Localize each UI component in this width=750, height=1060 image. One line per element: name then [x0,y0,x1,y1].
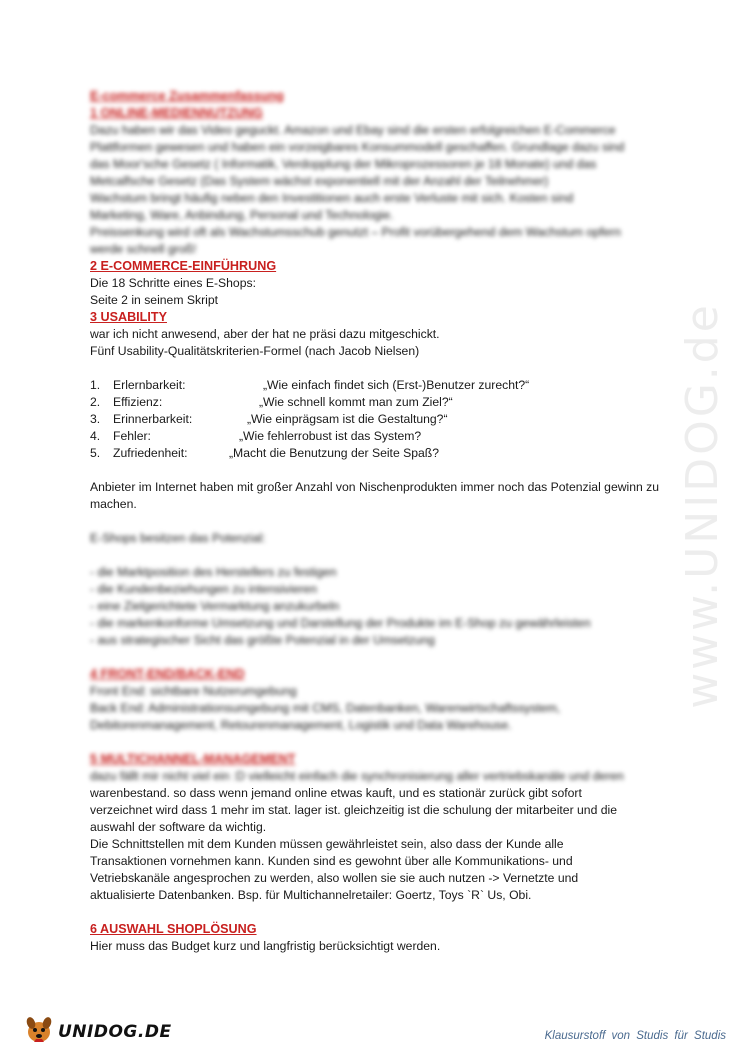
list-item: - die markenkonforme Umsetzung und Darstellung der Produkte im E-Shop zu gewährleisten [90,616,591,630]
document-title: E-commerce Zusammenfassung [90,89,284,103]
section-4-body [90,683,670,734]
body-line: Die Schnittstellen mit dem Kunden müssen gewährleistet sein, also dass der Kunde alle [90,837,564,851]
body-line: Debitorenmanagement, Retourenmanagement, Logistik und Data Warehouse. [90,718,512,732]
body-line: werde schnell groß! [90,242,197,256]
body-line: Dazu haben wir das Video geguckt. Amazon und Ebay sind die ersten erfolgreichen E-Commerce [90,123,616,137]
footer-tagline: Klausurstoff von Studis für Studis [544,1030,726,1042]
section-6-heading: 6 AUSWAHL SHOPLÖSUNG [90,922,257,936]
section-1-body [90,122,670,258]
list-item: - aus strategischer Sicht das größte Potenzial in der Umsetzung [90,633,435,647]
unidog-logo [22,1012,172,1051]
body-line: Transaktionen vornehmen kann. Kunden sind es gewohnt über alle Kommunikations- und [90,854,573,868]
section-4-heading: 4 FRONT-END/BACK-END [90,667,245,681]
body-line: Marketing, Ware, Anbindung, Personal und Technologie. [90,208,394,222]
dog-mascot-icon [22,1012,56,1051]
list-item: 3. Erinnerbarkeit: „Wie einprägsam ist die Gestaltung?“ [90,412,448,426]
list-item: - die Marktposition des Herstellers zu festigen [90,565,337,579]
section-5-heading: 5 MULTICHANNEL-MANAGEMENT [90,752,296,766]
body-line: war ich nicht anwesend, aber der hat ne präsi dazu mitgeschickt. [90,327,440,341]
body-line: Die 18 Schritte eines E-Shops: [90,276,256,290]
body-line: dazu fällt mir nicht viel ein :D vielleicht einfach die synchronisierung aller vertriebskanäle und deren [90,769,624,783]
watermark: www.UNIDOG.de [676,301,728,709]
body-line: Front End: sichtbare Nutzerumgebung [90,684,297,698]
body-line: E-Shops besitzen das Potenzial: [90,531,266,545]
list-item: 2. Effizienz: „Wie schnell kommt man zum Ziel?“ [90,395,453,409]
body-line: Back End: Administrationsumgebung mit CMS, Datenbanken, Warenwirtschaftssystem, [90,701,561,715]
list-item: 4. Fehler: „Wie fehlerrobust ist das System? [90,429,422,443]
list-item: 5. Zufriedenheit: „Macht die Benutzung der Seite Spaß? [90,446,440,460]
section-3-heading: 3 USABILITY [90,310,167,324]
body-line: Preissenkung wird oft als Wachstumsschub genutzt – Profit vorübergehend dem Wachstum opfern [90,225,621,239]
usability-criteria-list [90,377,670,462]
usability-paragraph: Anbieter im Internet haben mit großer Anzahl von Nischenprodukten immer noch das Potenzial gewinn zu machen. [90,480,660,511]
section-1-heading: 1 ONLINE-MEDIENNUTZUNG [90,106,263,120]
body-line: Wachstum bringt häufig neben den Investitionen auch erste Verluste mit sich. Kosten sind [90,191,574,205]
list-item: - eine Zielgerichtete Vermarktung anzukurbeln [90,599,340,613]
body-line: aktualisierte Datenbanken. Bsp. für Multichannelretailer: Goertz, Toys `R` Us, Obi. [90,888,532,902]
body-line: das Moor'sche Gesetz ( Informatik, Verdopplung der Mikroprozessoren je 18 Monate) und das [90,157,597,171]
body-line: Vetriebskanäle angesprochen zu werden, also wollen sie sie auch nutzen -> Vernetzte und [90,871,579,885]
list-item: 1. Erlernbarkeit: „Wie einfach findet sich (Erst-)Benutzer zurecht?“ [90,378,530,392]
list-item: - die Kundenbeziehungen zu intensivieren [90,582,317,596]
body-line: auswahl der software da wichtig. [90,820,267,834]
body-line: Seite 2 in seinem Skript [90,293,219,307]
section-2-heading: 2 E-COMMERCE-EINFÜHRUNG [90,259,277,273]
eshops-block [90,530,670,649]
logo-text: UNIDOG.DE [58,1021,172,1042]
body-line: Metcalfsche Gesetz (Das System wächst exponentiell mit der Anzahl der Teilnehmer) [90,174,549,188]
body-line: Hier muss das Budget kurz und langfristig berücksichtigt werden. [90,939,441,953]
body-line: verzeichnet wird dass 1 mehr im stat. lager ist. gleichzeitig ist die schulung der mitarbeiter und die [90,803,618,817]
document-content [90,88,670,955]
body-line: Plattformen gewesen und haben ein vorzeigbares Konsummodell geschaffen. Grundlage dazu sind [90,140,625,154]
body-line: Fünf Usability-Qualitätskriterien-Formel (nach Jacob Nielsen) [90,344,420,358]
body-line: warenbestand. so dass wenn jemand online etwas kauft, und es stationär zurück gibt sofort [90,786,582,800]
